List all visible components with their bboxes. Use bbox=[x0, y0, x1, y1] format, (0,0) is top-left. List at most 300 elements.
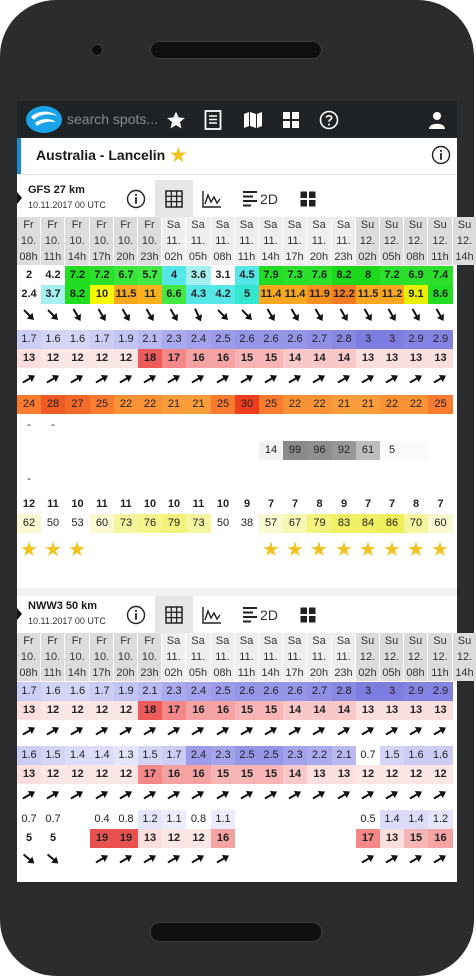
wave-period-row-cell: 15 bbox=[235, 349, 259, 368]
model-run-date: 10.11.2017 00 UTC bbox=[28, 616, 106, 626]
map-icon[interactable] bbox=[241, 108, 265, 132]
rating-row-cell: 12 bbox=[22, 498, 36, 510]
header-cell: 12. bbox=[453, 233, 476, 249]
swell1-period-row-cell: 16 bbox=[162, 765, 186, 784]
header-cell: 12. bbox=[404, 233, 427, 249]
wind-speed-row-cell: 8.2 bbox=[332, 266, 356, 285]
direction-arrow-icon bbox=[428, 848, 452, 870]
precipitation-row-cell bbox=[259, 470, 283, 489]
humidity-row-cell: 57 bbox=[259, 514, 283, 533]
wave-height-row-cell: 2.6 bbox=[259, 330, 283, 349]
wave-direction-row bbox=[17, 720, 457, 742]
search-input[interactable] bbox=[63, 107, 167, 131]
direction-arrow-icon bbox=[114, 304, 138, 326]
cloud-cover-row-cell bbox=[186, 441, 211, 460]
header-cell: 12. bbox=[356, 649, 379, 665]
wave-height-row-cell: 1.6 bbox=[41, 330, 65, 349]
header-cell: Sa bbox=[259, 633, 282, 649]
header-cell: 12. bbox=[453, 649, 476, 665]
direction-arrow-icon bbox=[138, 304, 162, 326]
swell2-period-row-cell bbox=[65, 829, 90, 848]
direction-arrow-icon bbox=[211, 784, 235, 806]
cloud-cover-row-cell bbox=[114, 441, 138, 460]
graph-view-icon[interactable] bbox=[193, 596, 231, 633]
header-cell: Su bbox=[453, 633, 476, 649]
direction-arrow-icon bbox=[90, 720, 114, 742]
wave-height-row-cell: 1.7 bbox=[17, 682, 41, 701]
direction-arrow-icon bbox=[162, 848, 186, 870]
earpiece-speaker bbox=[150, 41, 322, 59]
header-cell: Sa bbox=[283, 217, 306, 233]
direction-arrow-icon bbox=[307, 784, 331, 806]
wave-height-row-cell: 2.9 bbox=[428, 330, 453, 349]
header-cell: 11. bbox=[186, 649, 210, 665]
2d-view-icon bbox=[242, 606, 258, 624]
header-cell: Sa bbox=[283, 633, 306, 649]
header-cell: 05h bbox=[380, 665, 403, 681]
wave-height-row-cell: 2.9 bbox=[428, 682, 453, 701]
swell1-period-row-cell: 12 bbox=[114, 765, 138, 784]
temperature-row bbox=[17, 395, 457, 414]
precipitation-row-cell bbox=[356, 470, 380, 489]
wind-gust-row-cell: 4.2 bbox=[211, 285, 235, 304]
wind-gust-row-cell: 8.2 bbox=[65, 285, 90, 304]
precipitation-row-cell bbox=[211, 470, 235, 489]
wind-gust-row-cell: 11 bbox=[138, 285, 162, 304]
header-cell: 11. bbox=[162, 649, 185, 665]
direction-arrow-icon bbox=[332, 720, 356, 742]
header-cell: 12. bbox=[380, 649, 403, 665]
view-2d-label: 2D bbox=[260, 190, 278, 207]
header-cell: 10. bbox=[138, 649, 161, 665]
rating-row-cell: 7 bbox=[291, 498, 299, 510]
header-cell: 17h bbox=[90, 249, 113, 265]
wind-gust-row-cell: 12.2 bbox=[332, 285, 356, 304]
header-cell: Sa bbox=[186, 633, 210, 649]
direction-arrow-icon bbox=[428, 720, 452, 742]
swell1-period-row-cell: 12 bbox=[356, 765, 380, 784]
direction-arrow-icon bbox=[186, 720, 210, 742]
cloud-cover-row-cell: 99 bbox=[283, 441, 307, 460]
model-pointer-icon bbox=[17, 192, 22, 204]
wave-period-row-cell: 13 bbox=[17, 349, 41, 368]
direction-arrow-icon bbox=[41, 784, 65, 806]
header-cell: 05h bbox=[380, 249, 403, 265]
cloud-cover-row-cell: 5 bbox=[380, 441, 404, 460]
header-cell: Su bbox=[404, 217, 427, 233]
document-icon[interactable] bbox=[201, 108, 225, 132]
swell1-period-row-cell: 14 bbox=[283, 765, 307, 784]
date-row bbox=[17, 233, 473, 249]
wave-height-row-cell: 2.9 bbox=[404, 330, 428, 349]
header-cell: Sa bbox=[332, 217, 355, 233]
wind-gust-row-cell: 5 bbox=[235, 285, 259, 304]
rating-stars-row bbox=[17, 538, 457, 560]
temperature-row-cell: 22 bbox=[307, 395, 332, 414]
model-name: GFS 27 km bbox=[28, 184, 85, 196]
swell1-height-row-cell: 2.5 bbox=[235, 746, 259, 765]
precipitation-row-cell bbox=[235, 470, 259, 489]
header-cell: 11. bbox=[259, 649, 282, 665]
swell2-period-row-cell: 13 bbox=[138, 829, 162, 848]
hour-row bbox=[17, 665, 474, 681]
wave-period-row-cell: 16 bbox=[211, 349, 235, 368]
rating-star-icon: ★ bbox=[68, 537, 86, 561]
day-row bbox=[17, 633, 472, 649]
direction-arrow-icon bbox=[356, 848, 380, 870]
header-cell: Su bbox=[404, 633, 427, 649]
humidity-row-cell: 38 bbox=[235, 514, 259, 533]
table-view-icon[interactable] bbox=[155, 596, 193, 633]
view-2d-button[interactable] bbox=[237, 596, 283, 633]
humidity-row-cell: 50 bbox=[211, 514, 235, 533]
header-cell: Sa bbox=[211, 633, 234, 649]
swell1-period-row-cell: 13 bbox=[307, 765, 332, 784]
spot-info-icon[interactable] bbox=[431, 145, 451, 165]
nww3-forecast-section bbox=[17, 596, 474, 882]
header-cell: 11h bbox=[41, 665, 64, 681]
cloud-high-row-cell bbox=[90, 416, 114, 435]
direction-arrow-icon bbox=[332, 304, 356, 326]
gfs-model-header bbox=[17, 180, 457, 217]
header-cell: 11. bbox=[283, 649, 306, 665]
wind-gust-row-cell: 10 bbox=[90, 285, 114, 304]
header-cell: 10. bbox=[114, 649, 137, 665]
header-cell: 05h bbox=[186, 665, 210, 681]
swell2-height-row bbox=[17, 810, 457, 829]
swell2-height-row-cell: 0.7 bbox=[41, 810, 65, 829]
direction-arrow-icon bbox=[356, 368, 380, 390]
temperature-row-cell: 22 bbox=[380, 395, 404, 414]
wind-gust-row-cell: 11.5 bbox=[114, 285, 138, 304]
precipitation-row-cell bbox=[41, 470, 65, 489]
header-cell: Fr bbox=[90, 217, 113, 233]
swell1-height-row-cell: 1.6 bbox=[428, 746, 453, 765]
header-cell: 10. bbox=[17, 649, 40, 665]
grid-layout-icon[interactable] bbox=[289, 180, 327, 217]
direction-arrow-icon bbox=[90, 784, 114, 806]
windguru-logo-icon[interactable] bbox=[25, 105, 63, 134]
temperature-row-cell: 25 bbox=[259, 395, 283, 414]
header-cell: Su bbox=[380, 633, 403, 649]
direction-arrow-icon bbox=[114, 784, 138, 806]
wave-period-row-cell: 14 bbox=[283, 349, 307, 368]
wave-period-row-cell: 16 bbox=[186, 701, 211, 720]
header-cell: 10. bbox=[90, 233, 113, 249]
header-cell: 14h bbox=[65, 665, 89, 681]
cloud-cover-row-cell bbox=[211, 441, 235, 460]
direction-arrow-icon bbox=[380, 720, 404, 742]
header-cell: 12. bbox=[428, 649, 452, 665]
wave-period-row-cell: 12 bbox=[114, 701, 138, 720]
direction-arrow-icon bbox=[380, 848, 404, 870]
help-icon[interactable] bbox=[317, 108, 341, 132]
header-cell: 11. bbox=[307, 649, 331, 665]
precipitation-row-cell bbox=[332, 470, 356, 489]
wave-period-row-cell: 18 bbox=[138, 701, 162, 720]
swell1-height-row-cell: 1.5 bbox=[138, 746, 162, 765]
hour-row bbox=[17, 249, 474, 265]
date-row bbox=[17, 649, 473, 665]
swell2-height-row-cell: 0.8 bbox=[114, 810, 138, 829]
wave-period-row-cell: 13 bbox=[428, 349, 453, 368]
model-info-icon[interactable] bbox=[117, 180, 155, 217]
swell2-height-row-cell bbox=[65, 810, 90, 829]
rating-star-icon: ★ bbox=[359, 537, 377, 561]
wind-speed-row-cell: 7.9 bbox=[259, 266, 283, 285]
grid-view-icon[interactable] bbox=[279, 108, 303, 132]
precipitation-row-cell bbox=[114, 470, 138, 489]
swell1-period-row-cell: 12 bbox=[428, 765, 453, 784]
header-cell: 17h bbox=[283, 665, 306, 681]
precipitation-row-cell bbox=[307, 470, 332, 489]
swell2-period-row-cell: 13 bbox=[380, 829, 404, 848]
cloud-high-row-cell: - bbox=[51, 419, 55, 431]
swell1-period-row-cell: 15 bbox=[235, 765, 259, 784]
header-cell: Sa bbox=[332, 633, 355, 649]
bottom-speaker bbox=[150, 922, 322, 942]
favorite-star-icon[interactable]: ★ bbox=[169, 143, 188, 167]
wave-period-row bbox=[17, 701, 457, 720]
rating-row-cell: 10 bbox=[167, 498, 181, 510]
header-cell: 17h bbox=[283, 249, 306, 265]
user-icon[interactable] bbox=[425, 108, 449, 132]
direction-arrow-icon bbox=[259, 368, 283, 390]
swell1-period-row-cell: 12 bbox=[90, 765, 114, 784]
swell2-height-row-cell bbox=[332, 810, 356, 829]
header-cell: 11. bbox=[332, 649, 355, 665]
direction-arrow-icon bbox=[65, 304, 89, 326]
header-cell: 11. bbox=[186, 233, 210, 249]
direction-arrow-icon bbox=[41, 304, 65, 326]
temperature-row-cell: 30 bbox=[235, 395, 259, 414]
direction-arrow-icon bbox=[186, 784, 210, 806]
grid-layout-icon[interactable] bbox=[289, 596, 327, 633]
humidity-row-cell: 60 bbox=[428, 514, 453, 533]
swell2-period-row-cell bbox=[259, 829, 283, 848]
rating-star-icon: ★ bbox=[383, 537, 401, 561]
direction-arrow-icon bbox=[283, 304, 307, 326]
wave-height-row-cell: 2.7 bbox=[307, 330, 332, 349]
app-screen bbox=[17, 101, 474, 882]
header-cell: 12. bbox=[356, 233, 379, 249]
spot-header bbox=[17, 138, 457, 175]
cloud-cover-row-cell bbox=[17, 441, 41, 460]
temperature-row-cell: 24 bbox=[17, 395, 41, 414]
wave-height-row-cell: 3 bbox=[380, 682, 404, 701]
header-cell: Fr bbox=[65, 217, 89, 233]
wind-speed-row-cell: 4 bbox=[162, 266, 186, 285]
2d-view-icon bbox=[242, 190, 258, 208]
direction-arrow-icon bbox=[404, 304, 428, 326]
swell1-period-row-cell: 13 bbox=[332, 765, 356, 784]
humidity-row-cell: 73 bbox=[186, 514, 211, 533]
direction-arrow-icon bbox=[404, 720, 428, 742]
rating-star-icon: ★ bbox=[262, 537, 280, 561]
wind-gust-row-cell: 11.4 bbox=[259, 285, 283, 304]
swell2-period-row-cell: 19 bbox=[114, 829, 138, 848]
rating-row-cell: 9 bbox=[243, 498, 251, 510]
swell1-height-row-cell: 1.5 bbox=[380, 746, 404, 765]
direction-arrow-icon bbox=[380, 784, 404, 806]
header-cell: 08h bbox=[404, 665, 427, 681]
cloud-high-row-cell bbox=[138, 416, 162, 435]
header-cell: 11. bbox=[307, 233, 331, 249]
direction-arrow-icon bbox=[41, 368, 65, 390]
direction-arrow-icon bbox=[162, 368, 186, 390]
header-cell: Sa bbox=[307, 633, 331, 649]
model-info-icon[interactable] bbox=[117, 596, 155, 633]
temperature-row-cell: 22 bbox=[138, 395, 162, 414]
wave-height-row-cell: 2.9 bbox=[404, 682, 428, 701]
wave-height-row-cell: 1.6 bbox=[65, 330, 90, 349]
cloud-high-row-cell bbox=[114, 416, 138, 435]
direction-arrow-icon bbox=[138, 368, 162, 390]
wind-speed-row-cell: 3.6 bbox=[186, 266, 211, 285]
header-cell: Su bbox=[428, 217, 452, 233]
direction-arrow-icon bbox=[65, 784, 89, 806]
direction-arrow-icon bbox=[283, 720, 307, 742]
swell1-period-row-cell: 12 bbox=[41, 765, 65, 784]
header-cell: 10. bbox=[90, 649, 113, 665]
direction-arrow-icon bbox=[259, 720, 283, 742]
swell1-height-row-cell: 1.4 bbox=[90, 746, 114, 765]
rating-star-icon: ★ bbox=[44, 537, 62, 561]
wave-height-row bbox=[17, 330, 457, 349]
temperature-row-cell: 22 bbox=[404, 395, 428, 414]
rating-row-cell: 7 bbox=[364, 498, 372, 510]
wave-period-row-cell: 13 bbox=[17, 701, 41, 720]
direction-arrow-icon bbox=[307, 304, 331, 326]
wave-height-row-cell: 2.3 bbox=[162, 330, 186, 349]
wind-speed-row-cell: 7.2 bbox=[65, 266, 90, 285]
swell1-height-row-cell: 1.6 bbox=[17, 746, 41, 765]
cloud-high-row-cell bbox=[404, 416, 428, 435]
rating-row-cell: 8 bbox=[412, 498, 420, 510]
header-cell: Fr bbox=[90, 633, 113, 649]
wind-gust-row-cell: 11.9 bbox=[307, 285, 332, 304]
header-cell: 14h bbox=[453, 249, 476, 265]
direction-arrow-icon bbox=[17, 304, 41, 326]
cloud-high-row-cell bbox=[428, 416, 453, 435]
rating-star-icon: ★ bbox=[310, 537, 328, 561]
direction-arrow-icon bbox=[65, 368, 89, 390]
header-cell: 14h bbox=[65, 249, 89, 265]
wave-period-row-cell: 17 bbox=[162, 701, 186, 720]
header-cell: 17h bbox=[90, 665, 113, 681]
header-cell: 11. bbox=[211, 649, 234, 665]
cloud-high-row-cell: - bbox=[27, 419, 31, 431]
search-box[interactable] bbox=[63, 107, 163, 131]
direction-arrow-icon bbox=[17, 848, 41, 870]
rating-star-icon: ★ bbox=[286, 537, 304, 561]
wind-speed-row bbox=[17, 266, 457, 285]
direction-arrow-icon bbox=[307, 368, 331, 390]
direction-arrow-icon bbox=[235, 304, 259, 326]
rating-row-cell: 11 bbox=[192, 498, 205, 510]
cloud-cover-row-cell bbox=[162, 441, 186, 460]
swell1-direction-row bbox=[17, 784, 457, 806]
cloud-high-row bbox=[17, 416, 457, 435]
cloud-high-row-cell bbox=[307, 416, 332, 435]
header-cell: 11. bbox=[162, 233, 185, 249]
cloud-high-row-cell bbox=[211, 416, 235, 435]
header-cell: 12. bbox=[380, 233, 403, 249]
cloud-cover-row-cell bbox=[404, 441, 428, 460]
graph-view-icon[interactable] bbox=[193, 180, 231, 217]
swell2-period-row-cell bbox=[283, 829, 307, 848]
view-2d-button[interactable] bbox=[237, 180, 283, 217]
temperature-row-cell: 21 bbox=[332, 395, 356, 414]
swell2-period-row-cell bbox=[307, 829, 332, 848]
wave-height-row-cell: 1.7 bbox=[90, 330, 114, 349]
wave-height-row-cell: 2.6 bbox=[235, 330, 259, 349]
rating-star-icon: ★ bbox=[20, 537, 38, 561]
wind-gust-row-cell: 9.1 bbox=[404, 285, 428, 304]
wave-period-row-cell: 12 bbox=[41, 701, 65, 720]
cloud-cover-row-cell: 14 bbox=[259, 441, 283, 460]
wave-height-row-cell: 1.7 bbox=[17, 330, 41, 349]
cloud-high-row-cell bbox=[65, 416, 90, 435]
direction-arrow-icon bbox=[138, 720, 162, 742]
cloud-cover-row-cell: 96 bbox=[307, 441, 332, 460]
swell1-height-row-cell: 1.3 bbox=[114, 746, 138, 765]
cloud-high-row-cell bbox=[356, 416, 380, 435]
header-cell: 14h bbox=[453, 665, 476, 681]
rating-row-cell: 10 bbox=[216, 498, 230, 510]
swell1-height-row-cell: 2.2 bbox=[307, 746, 332, 765]
section-divider bbox=[17, 588, 457, 596]
cloud-cover-row-cell bbox=[235, 441, 259, 460]
swell2-period-row-cell: 12 bbox=[162, 829, 186, 848]
swell1-height-row-cell: 2.5 bbox=[259, 746, 283, 765]
swell2-period-row-cell: 5 bbox=[17, 829, 41, 848]
rating-star-icon: ★ bbox=[335, 537, 353, 561]
temperature-row-cell: 25 bbox=[90, 395, 114, 414]
precipitation-row-cell bbox=[65, 470, 90, 489]
swell2-period-row-cell: 5 bbox=[41, 829, 65, 848]
wave-height-row-cell: 3 bbox=[380, 330, 404, 349]
humidity-row-cell: 83 bbox=[332, 514, 356, 533]
temperature-row-cell: 22 bbox=[114, 395, 138, 414]
rating-row-cell: 10 bbox=[143, 498, 157, 510]
swell1-height-row-cell: 1.6 bbox=[404, 746, 428, 765]
swell2-height-row-cell bbox=[307, 810, 332, 829]
wave-period-row-cell: 15 bbox=[259, 701, 283, 720]
table-view-icon[interactable] bbox=[155, 180, 193, 217]
wave-period-row-cell: 13 bbox=[404, 349, 428, 368]
favorites-star-icon[interactable] bbox=[164, 108, 188, 132]
swell1-height-row-cell: 2.4 bbox=[186, 746, 211, 765]
swell1-height-row-cell: 1.7 bbox=[162, 746, 186, 765]
swell1-period-row-cell: 15 bbox=[259, 765, 283, 784]
direction-arrow-icon bbox=[186, 368, 210, 390]
header-cell: 10. bbox=[65, 233, 89, 249]
cloud-high-row-cell bbox=[162, 416, 186, 435]
direction-arrow-icon bbox=[211, 368, 235, 390]
direction-arrow-icon bbox=[186, 304, 210, 326]
temperature-row-cell: 21 bbox=[162, 395, 186, 414]
cloud-cover-row-cell bbox=[41, 441, 65, 460]
swell2-height-row-cell: 0.4 bbox=[90, 810, 114, 829]
direction-arrow-icon bbox=[211, 848, 235, 870]
header-cell: Sa bbox=[162, 217, 185, 233]
humidity-row bbox=[17, 514, 457, 533]
temperature-row-cell: 25 bbox=[211, 395, 235, 414]
wave-height-row-cell: 2.6 bbox=[235, 682, 259, 701]
direction-arrow-icon bbox=[428, 784, 452, 806]
swell1-height-row-cell: 0.7 bbox=[356, 746, 380, 765]
